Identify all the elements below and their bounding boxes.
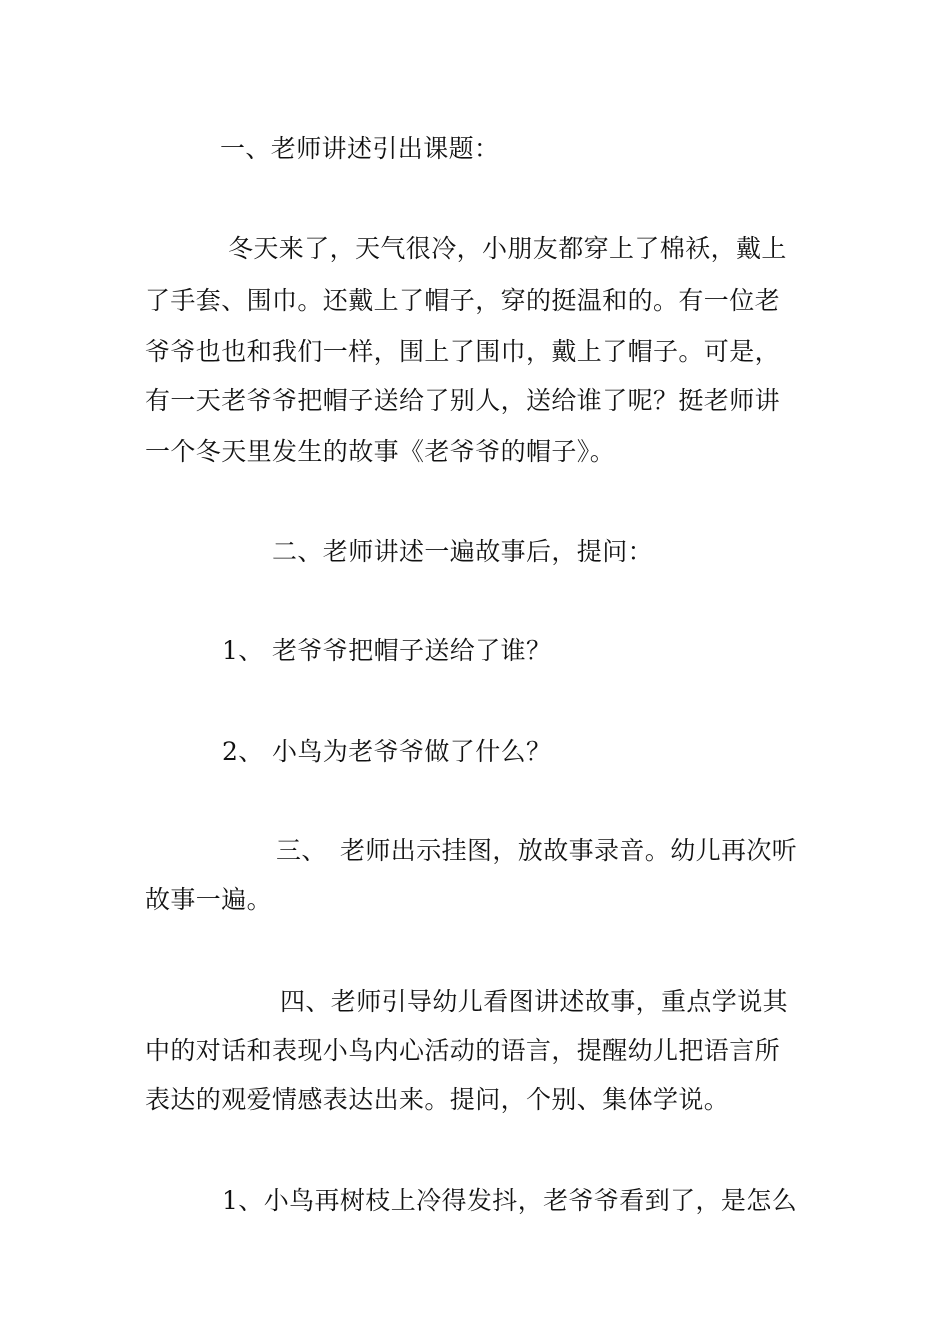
question-text: 老爷爷把帽子送给了谁？ [272, 636, 552, 665]
question-text: 小鸟为老爷爷做了什么？ [272, 737, 552, 766]
heading-step-2: 二、老师讲述一遍故事后，提问： [272, 537, 654, 566]
question-number: 1、 [222, 636, 264, 665]
step-3-line: 故事一遍。 [145, 885, 273, 914]
paragraph-line: 了手套、围巾。还戴上了帽子，穿的挺温和的。有一位老 [145, 286, 781, 315]
step-4-line: 四、老师引导幼儿看图讲述故事，重点学说其 [280, 987, 789, 1016]
list-item: 1、小鸟再树枝上冷得发抖，老爷爷看到了，是怎么 [222, 1186, 798, 1215]
paragraph-line: 一个冬天里发生的故事《老爷爷的帽子》。 [145, 437, 616, 466]
step-4-line: 中的对话和表现小鸟内心活动的语言，提醒幼儿把语言所 [145, 1036, 781, 1065]
heading-step-1: 一、老师讲述引出课题： [220, 134, 500, 163]
paragraph-line: 有一天老爷爷把帽子送给了别人，送给谁了呢？挺老师讲 [145, 386, 781, 415]
step-3-line: 老师出示挂图，放故事录音。幼儿再次听 [340, 836, 798, 865]
step-3-number: 三、 [276, 836, 327, 865]
paragraph-line: 冬天来了，天气很冷，小朋友都穿上了棉袄，戴上 [228, 234, 787, 263]
question-number: 2、 [222, 737, 264, 766]
paragraph-line: 爷爷也也和我们一样，围上了围巾，戴上了帽子。可是， [145, 337, 781, 366]
step-4-line: 表达的观爱情感表达出来。提问，个别、集体学说。 [145, 1085, 730, 1114]
